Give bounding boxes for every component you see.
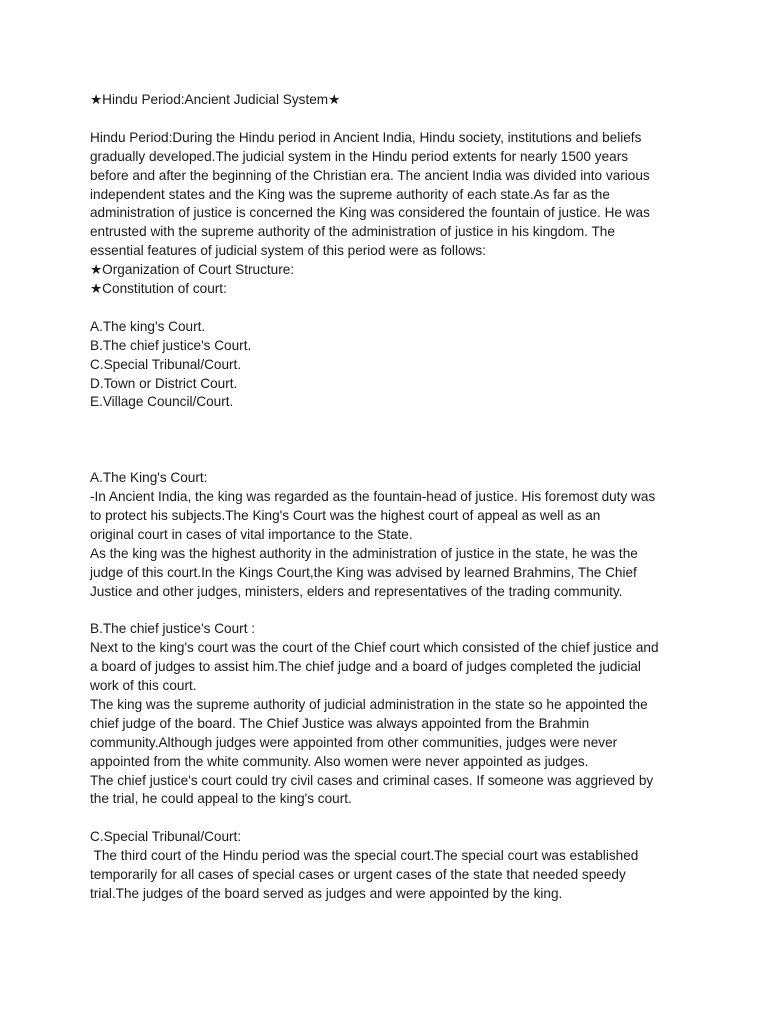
section-line: work of this court. xyxy=(90,678,197,694)
section-line: to protect his subjects.The King's Court was the highest court of appeal as well as an xyxy=(90,507,601,523)
intro-line: independent states and the King was the supreme authority of each state.As far as the xyxy=(90,186,610,202)
spacer xyxy=(90,412,690,469)
court-list xyxy=(90,318,690,413)
court-list-item: E.Village Council/Court. xyxy=(90,394,234,410)
section-line: appointed from the white community. Also women were never appointed as judges. xyxy=(90,753,589,769)
intro-paragraph xyxy=(90,129,690,299)
spacer xyxy=(90,110,690,129)
section-line: As the king was the highest authority in the administration of justice in the state, he was the xyxy=(90,545,638,561)
section-line: the trial, he could appeal to the king's court. xyxy=(90,791,352,807)
intro-line: before and after the beginning of the Christian era. The ancient India was divided into various xyxy=(90,167,650,183)
section-line: original court in cases of vital importance to the State. xyxy=(90,526,413,542)
section-line: The king was the supreme authority of judicial administration in the state so he appointed the xyxy=(90,696,648,712)
section-heading: B.The chief justice's Court : xyxy=(90,621,256,637)
court-list-item: C.Special Tribunal/Court. xyxy=(90,356,242,372)
spacer xyxy=(90,809,690,828)
section-special-tribunal xyxy=(90,828,690,904)
document-body xyxy=(90,91,690,904)
section-line: community.Although judges were appointed from other communities, judges were never xyxy=(90,734,618,750)
court-list-item: D.Town or District Court. xyxy=(90,375,238,391)
section-line: The third court of the Hindu period was the special court.The special court was established xyxy=(90,848,639,864)
court-list-item: B.The chief justice's Court. xyxy=(90,337,252,353)
section-line: -In Ancient India, the king was regarded as the fountain-head of justice. His foremost duty was xyxy=(90,488,656,504)
spacer xyxy=(90,299,690,318)
section-line: judge of this court.In the Kings Court,the King was advised by learned Brahmins, The Chief xyxy=(90,564,637,580)
section-line: trial.The judges of the board served as judges and were appointed by the king. xyxy=(90,885,563,901)
constitution-heading: ★Constitution of court: xyxy=(90,281,227,297)
section-heading: A.The King's Court: xyxy=(90,470,208,486)
intro-line: gradually developed.The judicial system in the Hindu period extents for nearly 1500 years xyxy=(90,148,629,164)
spacer xyxy=(90,601,690,620)
intro-line: entrusted with the supreme authority of the administration of justice in his kingdom. The xyxy=(90,224,615,240)
intro-line: Hindu Period:During the Hindu period in Ancient India, Hindu society, institutions and beliefs xyxy=(90,129,642,145)
document-title: ★Hindu Period:Ancient Judicial System★ xyxy=(90,92,341,107)
court-list-item: A.The king's Court. xyxy=(90,318,206,334)
section-line: Next to the king's court was the court of the Chief court which consisted of the chief justice and xyxy=(90,640,659,656)
organization-heading: ★Organization of Court Structure: xyxy=(90,262,295,278)
intro-line: essential features of judicial system of this period were as follows: xyxy=(90,243,486,259)
section-line: Justice and other judges, ministers, elders and representatives of the trading community. xyxy=(90,583,623,599)
section-line: chief judge of the board. The Chief Justice was always appointed from the Brahmin xyxy=(90,715,590,731)
section-heading: C.Special Tribunal/Court: xyxy=(90,829,242,845)
section-line: temporarily for all cases of special cases or urgent cases of the state that needed speedy xyxy=(90,867,626,883)
section-line: a board of judges to assist him.The chief judge and a board of judges completed the judicial xyxy=(90,659,641,675)
section-line: The chief justice's court could try civil cases and criminal cases. If someone was aggrieved by xyxy=(90,772,654,788)
section-kings-court xyxy=(90,469,690,601)
intro-line: administration of justice is concerned the King was considered the fountain of justice. He was xyxy=(90,205,650,221)
section-chief-justice-court xyxy=(90,620,690,809)
